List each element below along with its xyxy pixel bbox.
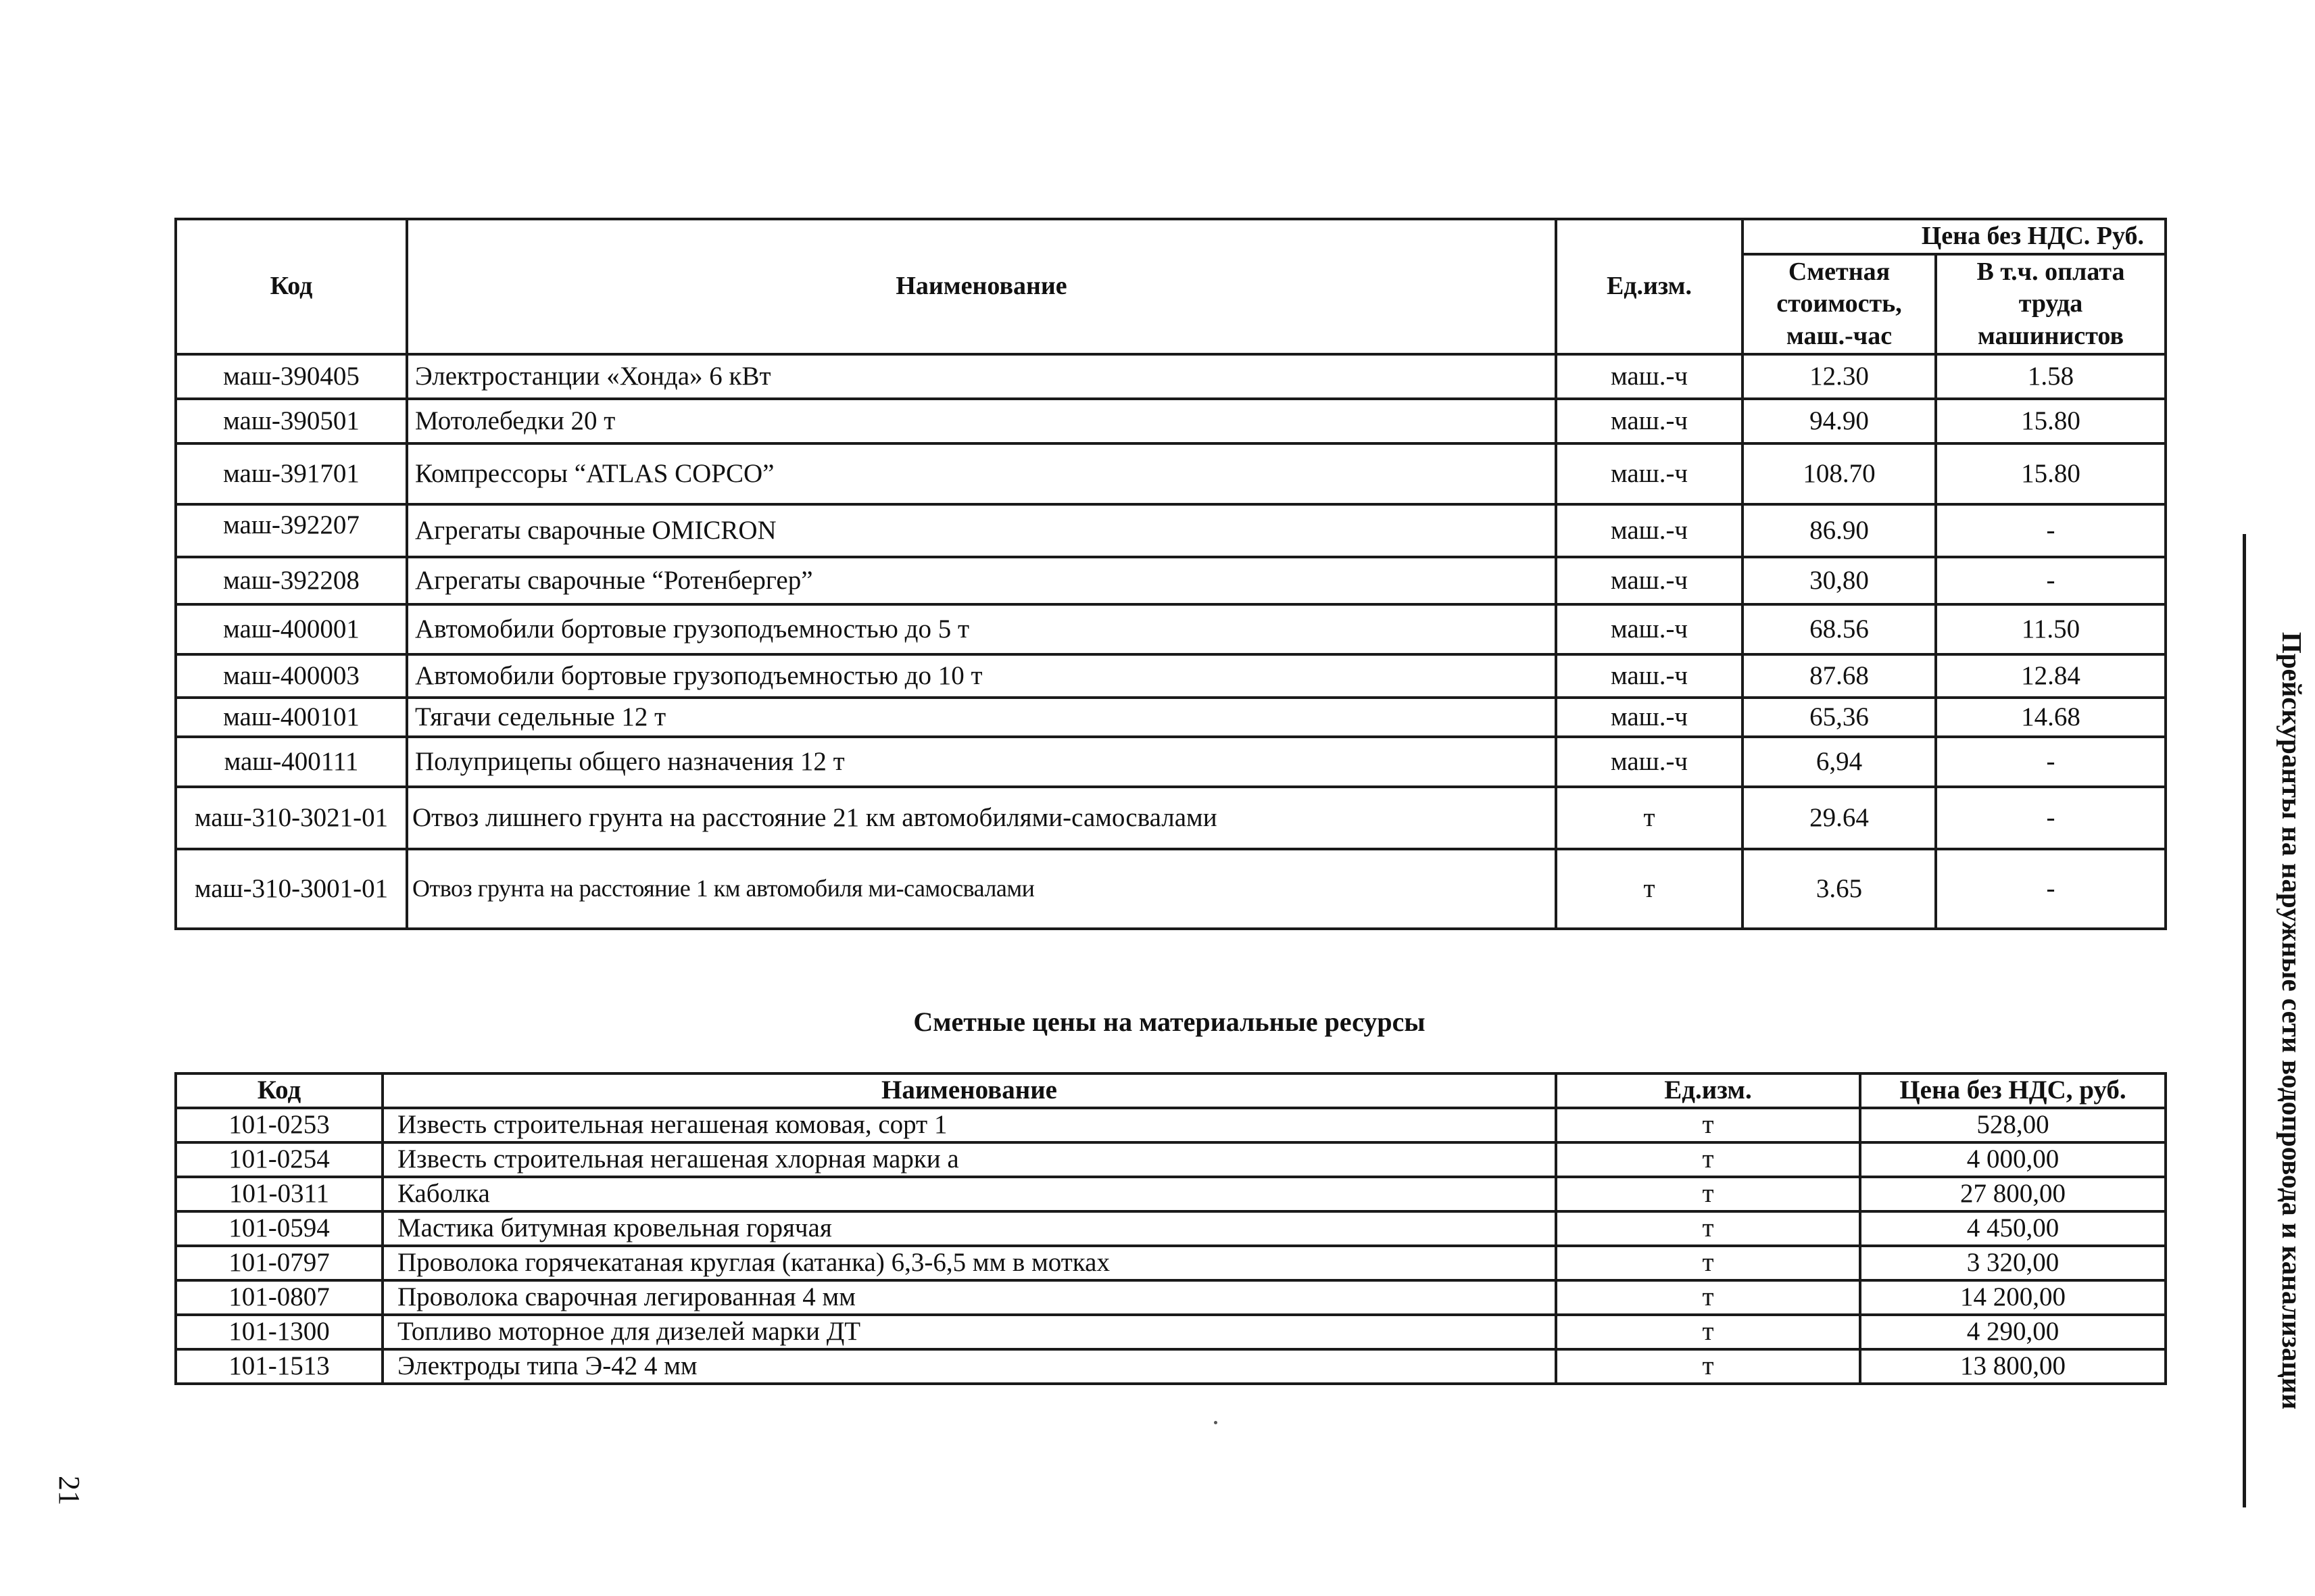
cell-unit: т (1556, 1177, 1860, 1211)
cell-wage: - (1936, 787, 2166, 849)
cell-cost: 68.56 (1743, 604, 1936, 654)
cell-price: 528,00 (1860, 1108, 2166, 1142)
table-row (176, 443, 2166, 504)
cell-unit: т (1556, 1349, 1860, 1384)
table-row (176, 1349, 2166, 1384)
cell-code: 101-0311 (176, 1177, 383, 1211)
cell-code: маш-400111 (176, 737, 407, 787)
cell-code: 101-0807 (176, 1280, 383, 1315)
cell-name: Мастика битумная кровельная горячая (383, 1211, 1556, 1246)
cell-name: Проволока горячекатаная круглая (катанка) 6,3-6,5 мм в мотках (383, 1246, 1556, 1280)
table-row (176, 1246, 2166, 1280)
cell-name: Каболка (383, 1177, 1556, 1211)
cell-wage: - (1936, 557, 2166, 604)
cell-code: 101-0254 (176, 1142, 383, 1177)
cell-unit: т (1556, 1108, 1860, 1142)
cell-unit: т (1556, 1211, 1860, 1246)
cell-wage: - (1936, 737, 2166, 787)
materials-table (174, 1072, 2167, 1385)
cell-price: 14 200,00 (1860, 1280, 2166, 1315)
cell-price: 13 800,00 (1860, 1349, 2166, 1384)
cell-price: 3 320,00 (1860, 1246, 2166, 1280)
cell-name: Электроды типа Э-42 4 мм (383, 1349, 1556, 1384)
cell-code: 101-0797 (176, 1246, 383, 1280)
cell-code: маш-310-3001-01 (176, 849, 407, 929)
table-row (176, 849, 2166, 929)
table-row (176, 1211, 2166, 1246)
cell-wage: 1.58 (1936, 354, 2166, 399)
table-row (176, 354, 2166, 399)
side-running-title (2243, 534, 2308, 1507)
table-row (176, 1108, 2166, 1142)
cell-cost: 94.90 (1743, 399, 1936, 443)
cell-name: Агрегаты сварочные “Ротенбергер” (407, 557, 1556, 604)
cell-code: маш-400003 (176, 654, 407, 698)
cell-name: Топливо моторное для дизелей марки ДТ (383, 1315, 1556, 1349)
header-cost: Сметная стоимость, маш.-час (1743, 254, 1936, 354)
table-row (176, 604, 2166, 654)
header-unit: Ед.изм. (1556, 219, 1743, 354)
cell-price: 4 450,00 (1860, 1211, 2166, 1246)
cell-name: Отвоз грунта на расстояние 1 км автомобиля ми-самосвалами (407, 849, 1556, 929)
cell-code: маш-390501 (176, 399, 407, 443)
cell-code: 101-1513 (176, 1349, 383, 1384)
table-row (176, 1142, 2166, 1177)
table-row (176, 399, 2166, 443)
cell-code: маш-392208 (176, 557, 407, 604)
cell-unit: маш.-ч (1556, 557, 1743, 604)
cell-unit: т (1556, 1280, 1860, 1315)
table-row (176, 698, 2166, 737)
cell-cost: 29.64 (1743, 787, 1936, 849)
cell-cost: 3.65 (1743, 849, 1936, 929)
table-row (176, 504, 2166, 557)
cell-name: Автомобили бортовые грузоподъемностью до 10 т (407, 654, 1556, 698)
cell-code: маш-390405 (176, 354, 407, 399)
header-price: Цена без НДС, руб. (1860, 1073, 2166, 1108)
header-name: Наименование (383, 1073, 1556, 1108)
cell-unit: т (1556, 849, 1743, 929)
cell-code: маш-400101 (176, 698, 407, 737)
cell-unit: маш.-ч (1556, 604, 1743, 654)
header-unit: Ед.изм. (1556, 1073, 1860, 1108)
cell-unit: т (1556, 787, 1743, 849)
cell-wage: 15.80 (1936, 399, 2166, 443)
cell-cost: 30,80 (1743, 557, 1936, 604)
cell-cost: 65,36 (1743, 698, 1936, 737)
table-row (176, 1315, 2166, 1349)
cell-name: Электростанции «Хонда» 6 кВт (407, 354, 1556, 399)
table-row (176, 737, 2166, 787)
cell-unit: маш.-ч (1556, 504, 1743, 557)
cell-unit: маш.-ч (1556, 354, 1743, 399)
header-code: Код (176, 1073, 383, 1108)
cell-unit: маш.-ч (1556, 698, 1743, 737)
header-wage: В т.ч. оплата труда машинистов (1936, 254, 2166, 354)
cell-wage: 11.50 (1936, 604, 2166, 654)
cell-code: 101-0594 (176, 1211, 383, 1246)
page-number: 21 (53, 1476, 86, 1505)
cell-unit: маш.-ч (1556, 737, 1743, 787)
cell-code: маш-392207 (176, 504, 407, 557)
cell-name: Мотолебедки 20 т (407, 399, 1556, 443)
cell-name: Автомобили бортовые грузоподъемностью до 5 т (407, 604, 1556, 654)
scan-speck (1214, 1421, 1217, 1424)
cell-name: Полуприцепы общего назначения 12 т (407, 737, 1556, 787)
materials-section-title: Сметные цены на материальные ресурсы (913, 1007, 1425, 1037)
cell-code: 101-1300 (176, 1315, 383, 1349)
machines-table (174, 218, 2167, 930)
cell-name: Компрессоры “ATLAS COPCO” (407, 443, 1556, 504)
cell-wage: 14.68 (1936, 698, 2166, 737)
cell-name: Тягачи седельные 12 т (407, 698, 1556, 737)
cell-unit: маш.-ч (1556, 654, 1743, 698)
cell-cost: 12.30 (1743, 354, 1936, 399)
cell-unit: т (1556, 1246, 1860, 1280)
cell-name: Агрегаты сварочные OMICRON (407, 504, 1556, 557)
table-row (176, 654, 2166, 698)
table-row (176, 557, 2166, 604)
cell-unit: маш.-ч (1556, 443, 1743, 504)
cell-cost: 87.68 (1743, 654, 1936, 698)
cell-code: маш-391701 (176, 443, 407, 504)
header-price-group: Цена без НДС. Руб. (1743, 219, 2166, 254)
table-row (176, 1177, 2166, 1211)
table-row (176, 787, 2166, 849)
cell-price: 4 290,00 (1860, 1315, 2166, 1349)
cell-cost: 86.90 (1743, 504, 1936, 557)
cell-unit: маш.-ч (1556, 399, 1743, 443)
side-title-text: Прейскуранты на наружные сети водопровода и канализации (2276, 631, 2308, 1410)
cell-name: Известь строительная негашеная хлорная марки а (383, 1142, 1556, 1177)
cell-wage: - (1936, 504, 2166, 557)
cell-code: 101-0253 (176, 1108, 383, 1142)
cell-cost: 6,94 (1743, 737, 1936, 787)
cell-name: Известь строительная негашеная комовая, сорт 1 (383, 1108, 1556, 1142)
cell-unit: т (1556, 1315, 1860, 1349)
cell-code: маш-310-3021-01 (176, 787, 407, 849)
cell-price: 4 000,00 (1860, 1142, 2166, 1177)
cell-wage: 12.84 (1936, 654, 2166, 698)
header-name: Наименование (407, 219, 1556, 354)
cell-cost: 108.70 (1743, 443, 1936, 504)
cell-price: 27 800,00 (1860, 1177, 2166, 1211)
header-code: Код (176, 219, 407, 354)
cell-code: маш-400001 (176, 604, 407, 654)
cell-unit: т (1556, 1142, 1860, 1177)
cell-wage: - (1936, 849, 2166, 929)
cell-name: Проволока сварочная легированная 4 мм (383, 1280, 1556, 1315)
cell-name: Отвоз лишнего грунта на расстояние 21 км автомобилями-самосвалами (407, 787, 1556, 849)
table-row (176, 1280, 2166, 1315)
cell-wage: 15.80 (1936, 443, 2166, 504)
